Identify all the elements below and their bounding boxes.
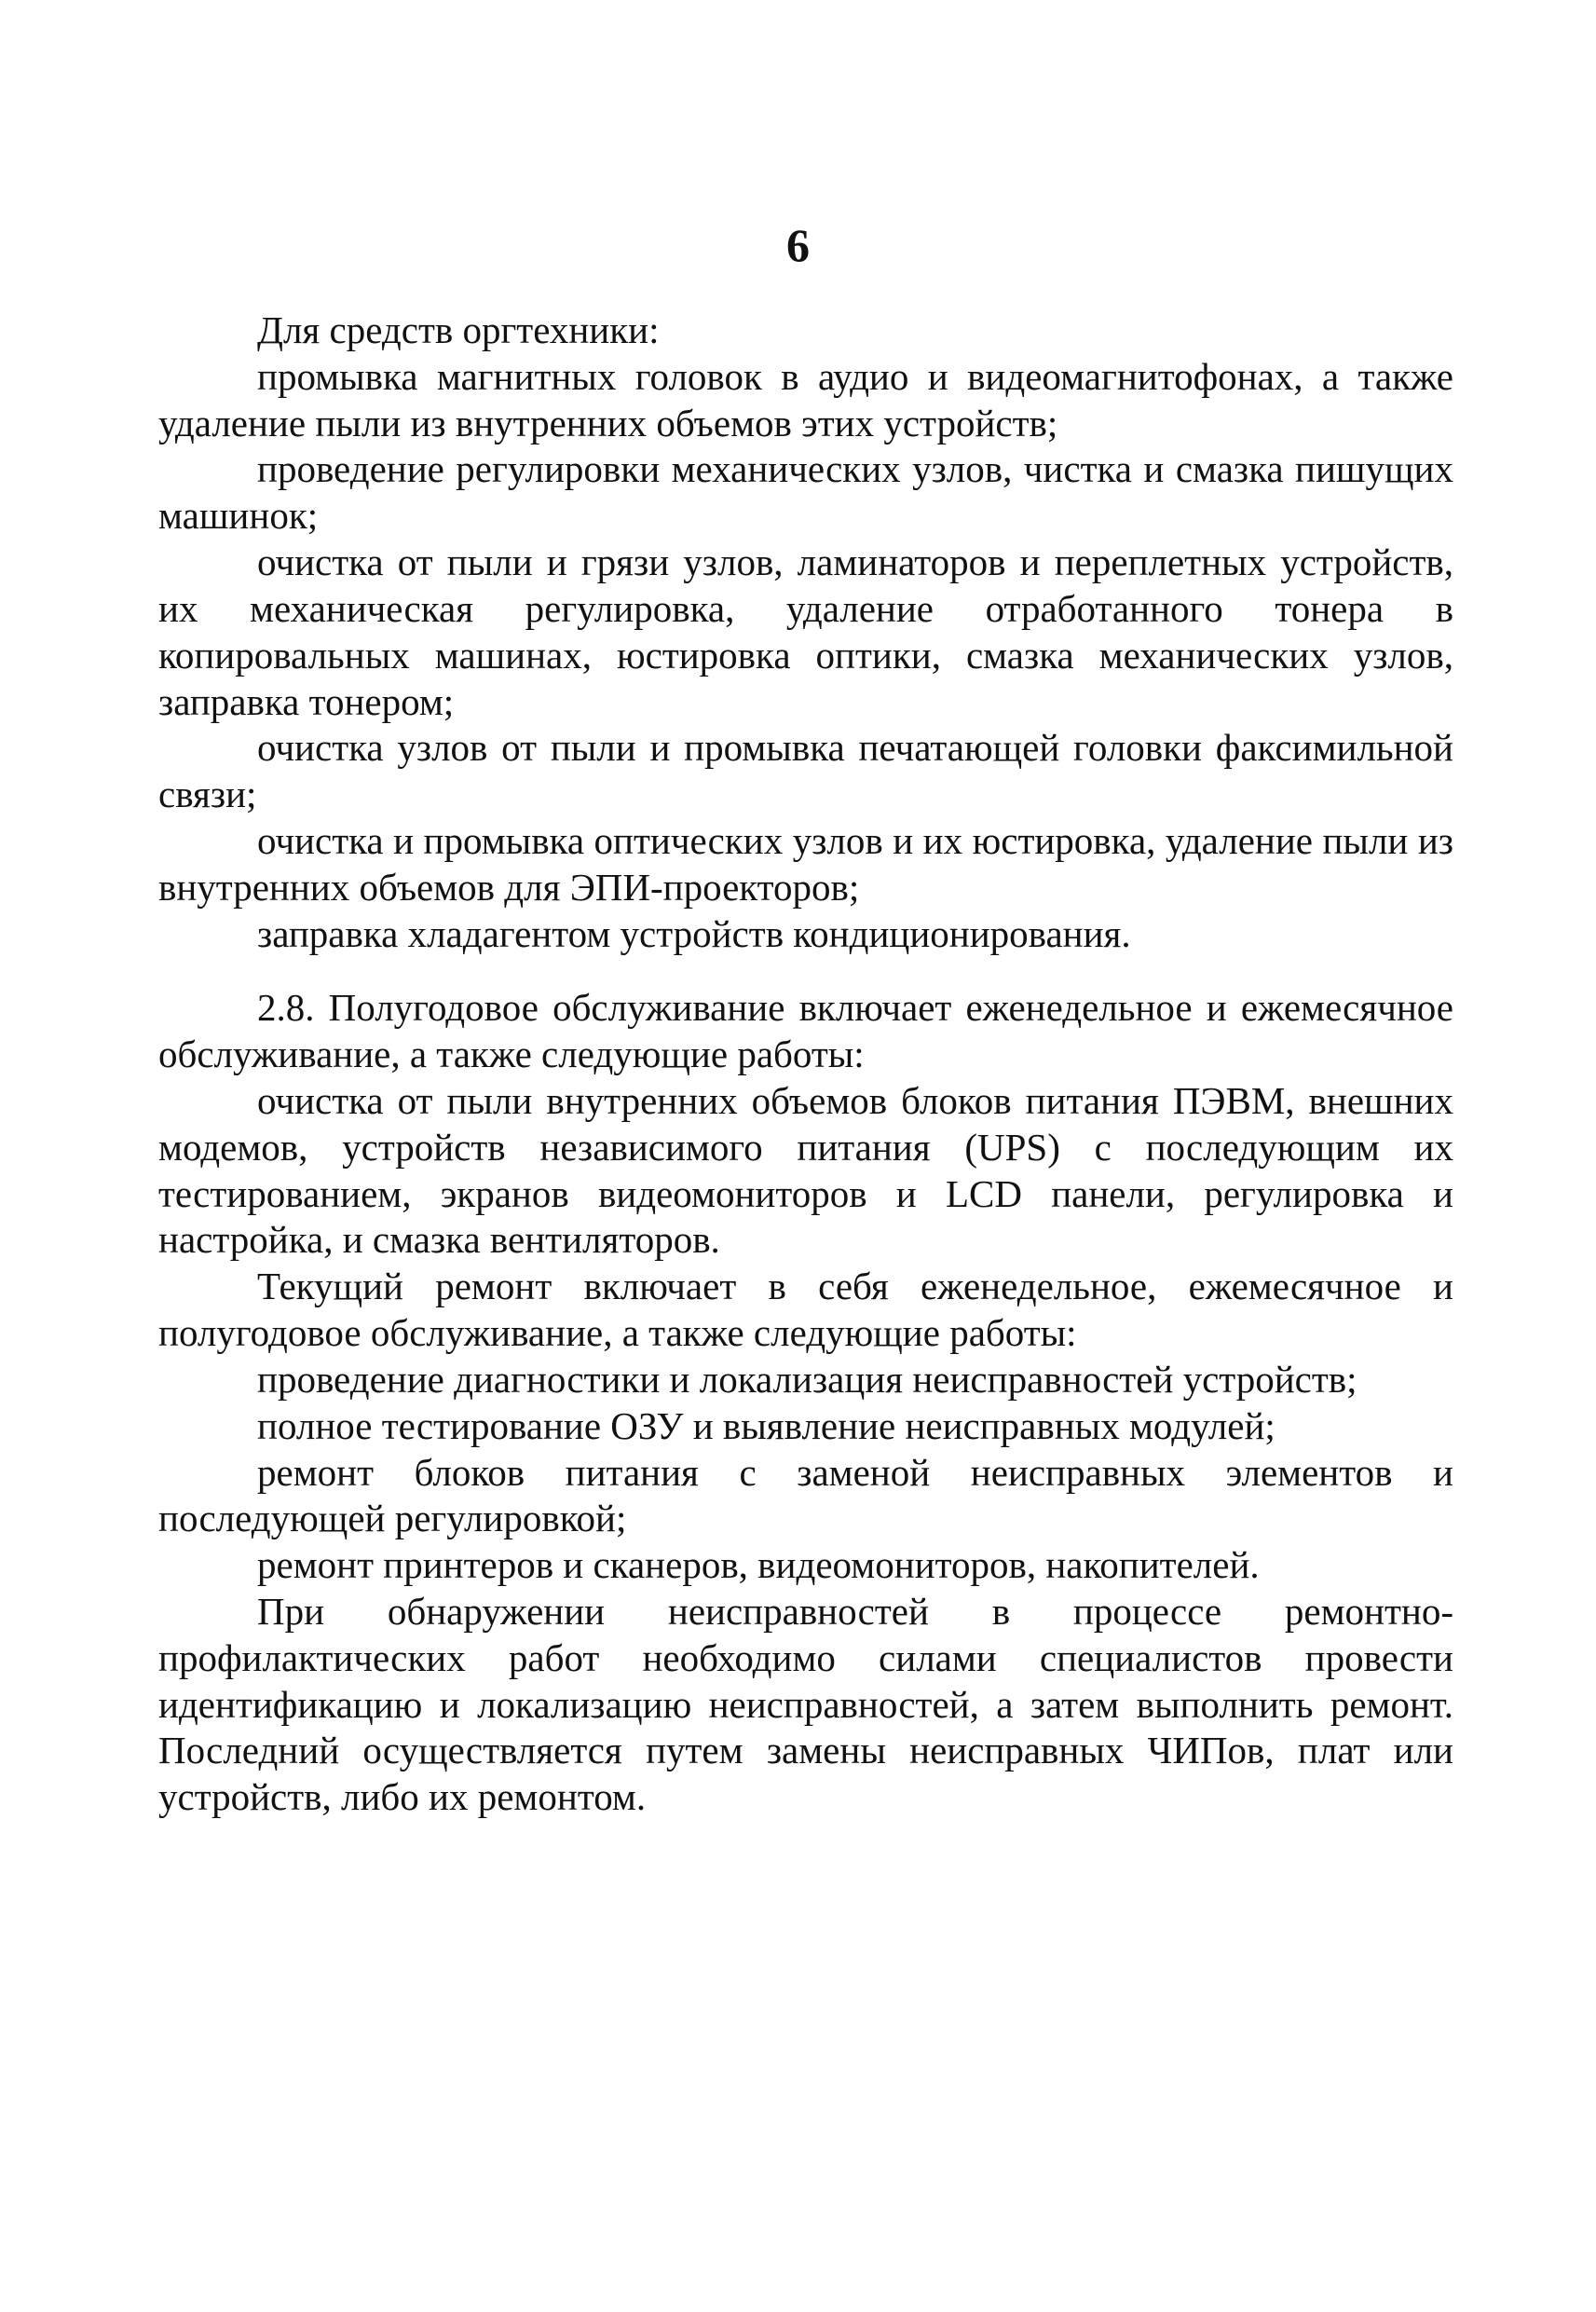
page-number: 6: [786, 219, 810, 271]
paragraph-power-supply-repair: ремонт блоков питания с заменой неисправных элементов и последующей регулировкой;: [158, 1450, 1453, 1540]
paragraph-air-conditioning: заправка хладагентом устройств кондиционирования.: [257, 911, 1131, 955]
body-text: [158, 308, 1453, 1821]
paragraph-projectors: очистка и промывка оптических узлов и их юстировка, удаление пыли из внутренних объемов для ЭПИ-проекторов;: [158, 818, 1453, 909]
paragraph-magnetic-heads: промывка магнитных головок в аудио и видеомагнитофонах, а также удаление пыли из внутренних объемов этих устройств;: [158, 354, 1453, 445]
paragraph-laminators-copiers: очистка от пыли и грязи узлов, ламинаторов и переплетных устройств, их механическая регулировка, удаление отработанного тонера в копировальных машинах, юстировка оптики, смазка механических узлов, заправка тонером;: [158, 540, 1453, 723]
paragraph-section-2-8: 2.8. Полугодовое обслуживание включает еженедельное и ежемесячное обслуживание, а также следующие работы:: [158, 986, 1453, 1076]
paragraph-fax: очистка узлов от пыли и промывка печатающей головки факсимильной связи;: [158, 726, 1453, 816]
paragraph-power-supplies: очистка от пыли внутренних объемов блоков питания ПЭВМ, внешних модемов, устройств независимого питания (UPS) с последующим их тестированием, экранов видеомониторов и LCD панели, регулировка и настройка, и смазка вентиляторов.: [158, 1079, 1453, 1262]
paragraph-fault-detection: При обнаружении неисправностей в процессе ремонтно-профилактических работ необходимо силами специалистов провести идентификацию и локализацию неисправностей, а затем выполнить ремонт. Последний осуществляется путем замены неисправных ЧИПов, плат или устройств, либо их ремонтом.: [158, 1589, 1453, 1819]
paragraph-peripherals-repair: ремонт принтеров и сканеров, видеомониторов, накопителей.: [257, 1543, 1260, 1587]
paragraph-ram-testing: полное тестирование ОЗУ и выявление неисправных модулей;: [257, 1403, 1275, 1447]
paragraph-current-repair: Текущий ремонт включает в себя еженедельное, ежемесячное и полугодовое обслуживание, а также следующие работы:: [158, 1265, 1453, 1355]
paragraph-office-equipment-heading: Для средств оргтехники:: [257, 308, 660, 351]
paragraph-diagnostics: проведение диагностики и локализация неисправностей устройств;: [257, 1357, 1357, 1401]
paragraph-typewriters: проведение регулировки механических узлов, чистка и смазка пишущих машинок;: [158, 447, 1453, 538]
